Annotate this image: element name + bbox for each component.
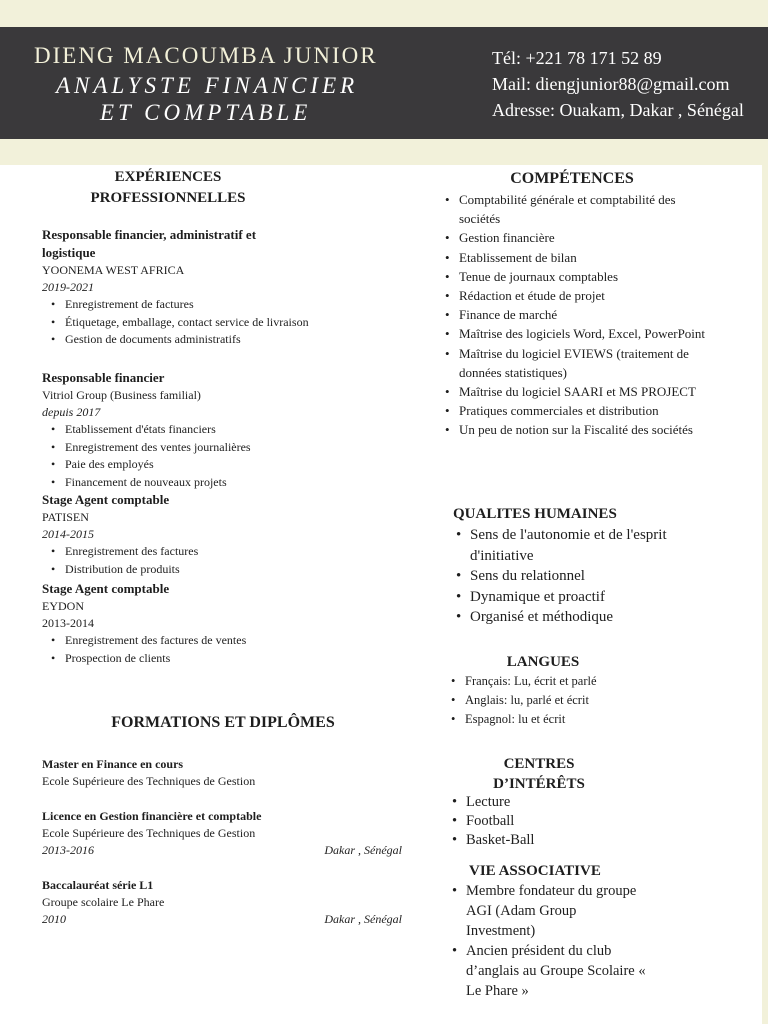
list-item: • Ancien président du club d’anglais au Groupe Scolaire « Le Phare » (466, 941, 646, 1001)
job-date: 2019-2021 (42, 280, 94, 294)
interets-title: CENTRES D’INTÉRÊTS (493, 756, 585, 792)
list-item: • Étiquetage, emballage, contact service de livraison (65, 314, 312, 332)
candidate-name: DIENG MACOUMBA JUNIOR (34, 43, 378, 68)
list-item: • Enregistrement de factures (65, 296, 312, 314)
list-item: • Français: Lu, écrit et parlé (465, 672, 725, 691)
formation-school: Ecole Supérieure des Techniques de Gestion (42, 826, 256, 840)
list-item: • Un peu de notion sur la Fiscalité des sociétés (459, 420, 719, 439)
list-item: • Distribution de produits (65, 561, 312, 579)
associative-list (466, 881, 646, 1001)
list-item: • Sens de l'autonomie et de l'esprit d'initiative (470, 525, 670, 566)
list-item: • Basket-Ball (466, 831, 666, 850)
experiences-title: EXPÉRIENCES PROFESSIONNELLES (90, 169, 246, 206)
formation-school: Groupe scolaire Le Phare (42, 895, 165, 909)
list-item: • Etablissement de bilan (459, 248, 719, 267)
associative-title: VIE ASSOCIATIVE (469, 863, 601, 879)
contact-address: Adresse: Ouakam, Dakar , Sénégal (492, 100, 744, 120)
job-company: PATISEN (42, 510, 89, 524)
formation-meta (42, 842, 402, 859)
list-item: • Maîtrise du logiciel SAARI et MS PROJECT (459, 382, 719, 401)
list-item: • Finance de marché (459, 305, 719, 324)
list-item: • Rédaction et étude de projet (459, 286, 719, 305)
formation-degree: Licence en Gestion financière et comptable (42, 809, 262, 823)
formation-school: Ecole Supérieure des Techniques de Gestion (42, 774, 256, 788)
langues-title: LANGUES (506, 654, 580, 670)
job-company: YOONEMA WEST AFRICA (42, 263, 185, 277)
list-item: • Enregistrement des ventes journalières (65, 439, 312, 457)
competences-title: COMPÉTENCES (510, 170, 634, 187)
list-item: • Membre fondateur du groupe AGI (Adam Group Investment) (466, 881, 646, 941)
list-item: • Prospection de clients (65, 650, 312, 668)
job-date: 2013-2014 (42, 616, 94, 630)
list-item: • Tenue de journaux comptables (459, 267, 719, 286)
job-title-line1: ANALYSTE FINANCIER (56, 73, 359, 98)
formation-degree: Baccalauréat série L1 (42, 878, 154, 892)
list-item: • Espagnol: lu et écrit (465, 710, 725, 729)
job-company: Vitriol Group (Business familial) (42, 388, 201, 402)
job-tasks (65, 632, 312, 667)
langues-list (465, 672, 725, 728)
formation-degree: Master en Finance en cours (42, 757, 184, 771)
list-item: • Sens du relationnel (470, 566, 670, 587)
interets-list (466, 793, 666, 850)
job-title-line2: ET COMPTABLE (100, 100, 312, 125)
formation-date: 2010 (42, 912, 66, 926)
job-entry (42, 226, 312, 349)
job-role: Stage Agent comptable (42, 492, 170, 507)
list-item: • Gestion financière (459, 228, 719, 247)
list-item: • Maîtrise du logiciel EVIEWS (traitement de données statistiques) (459, 344, 719, 382)
job-date: 2014-2015 (42, 527, 94, 541)
job-entry (42, 491, 312, 578)
job-tasks (65, 543, 312, 578)
job-tasks (65, 296, 312, 349)
contact-block (492, 45, 744, 123)
list-item: • Paie des employés (65, 456, 312, 474)
list-item: • Financement de nouveaux projets (65, 474, 312, 492)
qualites-list (470, 525, 670, 628)
qualites-title: QUALITES HUMAINES (453, 506, 617, 522)
competences-list (459, 190, 719, 440)
job-entry (42, 580, 312, 667)
list-item: • Gestion de documents administratifs (65, 331, 312, 349)
formation-place: Dakar , Sénégal (324, 843, 402, 857)
job-tasks (65, 421, 312, 491)
list-item: • Football (466, 812, 666, 831)
list-item: • Enregistrement des factures de ventes (65, 632, 312, 650)
list-item: • Organisé et méthodique (470, 607, 670, 628)
job-company: EYDON (42, 599, 84, 613)
list-item: • Comptabilité générale et comptabilité des sociétés (459, 190, 719, 228)
job-date: depuis 2017 (42, 405, 101, 419)
list-item: • Dynamique et proactif (470, 587, 670, 608)
job-role: Responsable financier, administratif et logistique (42, 227, 257, 260)
list-item: • Anglais: lu, parlé et écrit (465, 691, 725, 710)
resume-page (0, 165, 762, 1024)
list-item: • Pratiques commerciales et distribution (459, 401, 719, 420)
formation-meta (42, 911, 402, 928)
job-role: Responsable financier (42, 370, 165, 385)
formations-title: FORMATIONS ET DIPLÔMES (111, 714, 335, 731)
job-role: Stage Agent comptable (42, 581, 170, 596)
list-item: • Etablissement d'états financiers (65, 421, 312, 439)
formation-place: Dakar , Sénégal (324, 912, 402, 926)
formation-entry (42, 877, 402, 928)
list-item: • Enregistrement des factures (65, 543, 312, 561)
contact-phone: Tél: +221 78 171 52 89 (492, 48, 662, 68)
list-item: • Lecture (466, 793, 666, 812)
formation-entry (42, 808, 402, 859)
formation-entry (42, 756, 402, 790)
formation-date: 2013-2016 (42, 843, 94, 857)
resume-header (0, 27, 768, 139)
job-entry (42, 369, 312, 491)
list-item: • Maîtrise des logiciels Word, Excel, PowerPoint (459, 324, 719, 343)
contact-mail: Mail: diengjunior88@gmail.com (492, 74, 730, 94)
